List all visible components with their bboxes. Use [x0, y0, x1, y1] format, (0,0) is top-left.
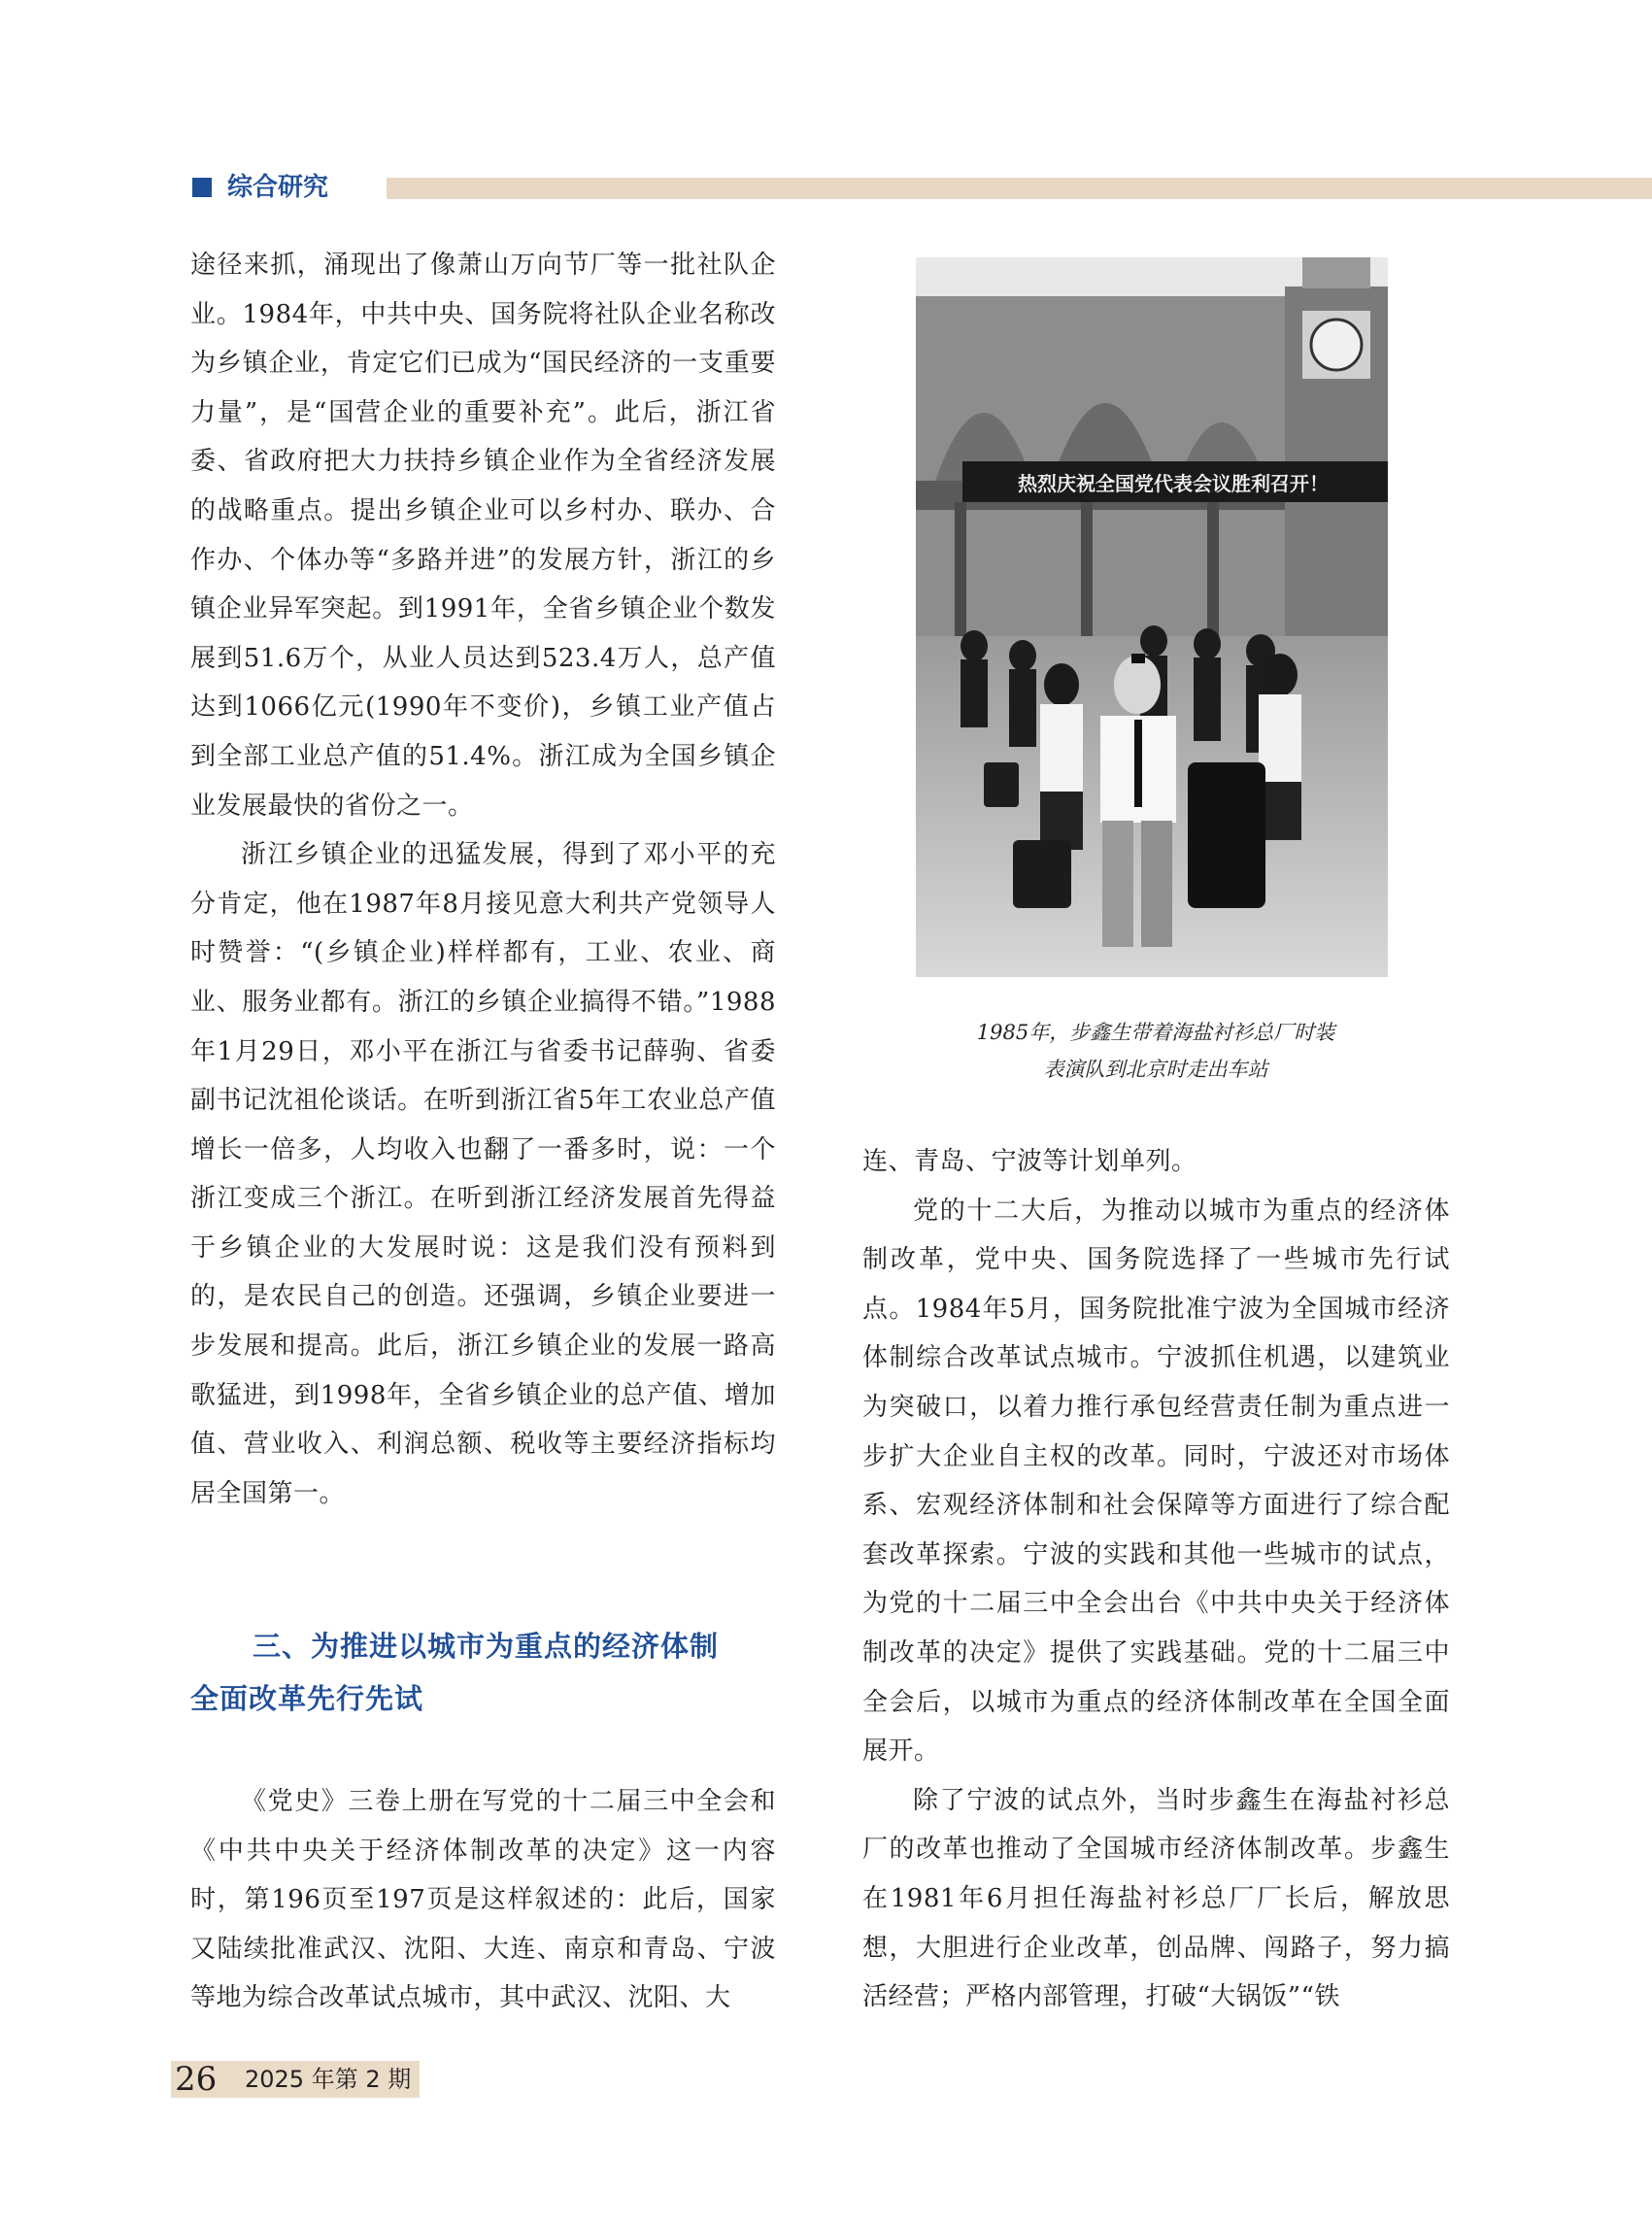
- header-decorative-bar: [387, 178, 1652, 199]
- section-heading-line: 三、为推进以城市为重点的经济体制: [253, 1630, 720, 1663]
- historical-photo: [916, 257, 1388, 977]
- section-heading-line: 全面改革先行先试: [190, 1682, 424, 1715]
- banner-text: 热烈庆祝全国党代表会议胜利召开！: [1018, 472, 1329, 495]
- left-column-continued: [190, 1777, 776, 2023]
- body-paragraph: 途径来抓，涌现出了像萧山万向节厂等一批社队企业。1984年，中共中央、国务院将社队企业名称改为乡镇企业，肯定它们已成为“国民经济的一支重要力量”，是“国营企业的重要补充”。此后，浙江省委、省政府把大力扶持乡镇企业作为全省经济发展的战略重点。提出乡镇企业可以乡村办、联办、合作办、个体办等“多路并进”的发展方针，浙江的乡镇企业异军突起。到1991年，全省乡镇企业个数发展到51.6万个，从业人员达到523.4万人，总产值达到1066亿元(1990年不变价)，乡镇工业产值占到全部工业总产值的51.4%。浙江成为全国乡镇企业发展最快的省份之一。: [190, 251, 776, 821]
- photo-caption: [913, 1014, 1399, 1088]
- body-paragraph: 连、青岛、宁波等计划单列。: [862, 1147, 1197, 1176]
- body-paragraph: 除了宁波的试点外，当时步鑫生在海盐衬衫总厂的改革也推动了全国城市经济体制改革。步鑫生在1981年6月担任海盐衬衫总厂厂长后，解放思想，大胆进行企业改革，创品牌、闯路子，努力搞活经营；严格内部管理，打破“大锅饭”“铁: [862, 1785, 1450, 2012]
- body-paragraph: 党的十二大后，为推动以城市为重点的经济体制改革，党中央、国务院选择了一些城市先行试点。1984年5月，国务院批准宁波为全国城市经济体制综合改革试点城市。宁波抓住机遇，以建筑业为突破口，以着力推行承包经营责任制为重点进一步扩大企业自主权的改革。同时，宁波还对市场体系、宏观经济体制和社会保障等方面进行了综合配套改革探索。宁波的实践和其他一些城市的试点，为党的十二届三中全会出台《中共中央关于经济体制改革的决定》提供了实践基础。党的十二届三中全会后，以城市为重点的经济体制改革在全国全面展开。: [862, 1196, 1450, 1767]
- section-heading: [190, 1620, 783, 1725]
- section-title: 综合研究: [227, 173, 329, 202]
- left-column: [190, 241, 776, 1518]
- right-column: [862, 1137, 1450, 2022]
- body-paragraph: 浙江乡镇企业的迅猛发展，得到了邓小平的充分肯定，他在1987年8月接见意大利共产党领导人时赞誉：“(乡镇企业)样样都有，工业、农业、商业、服务业都有。浙江的乡镇企业搞得不错。”1988年1月29日，邓小平在浙江与省委书记薛驹、省委副书记沈祖伦谈话。在听到浙江省5年工农业总产值增长一倍多，人均收入也翻了一番多时，说：一个浙江变成三个浙江。在听到浙江经济发展首先得益于乡镇企业的大发展时说：这是我们没有预料到的，是农民自己的创造。还强调，乡镇企业要进一步发展和提高。此后，浙江乡镇企业的发展一路高歌猛进，到1998年，全省乡镇企业的总产值、增加值、营业收入、利润总额、税收等主要经济指标均居全国第一。: [190, 840, 776, 1508]
- page-number: 26: [175, 2060, 218, 2099]
- issue-label: 2025 年第 2 期: [245, 2066, 412, 2093]
- caption-line: 1985年，步鑫生带着海盐衬衫总厂时装: [976, 1021, 1335, 1044]
- section-marker-square: [192, 178, 212, 197]
- caption-line: 表演队到北京时走出车站: [1043, 1058, 1268, 1081]
- body-paragraph: 《党史》三卷上册在写党的十二届三中全会和《中共中央关于经济体制改革的决定》这一内容时，第196页至197页是这样叙述的：此后，国家又陆续批准武汉、沈阳、大连、南京和青岛、宁波等地为综合改革试点城市，其中武汉、沈阳、大: [190, 1787, 776, 2013]
